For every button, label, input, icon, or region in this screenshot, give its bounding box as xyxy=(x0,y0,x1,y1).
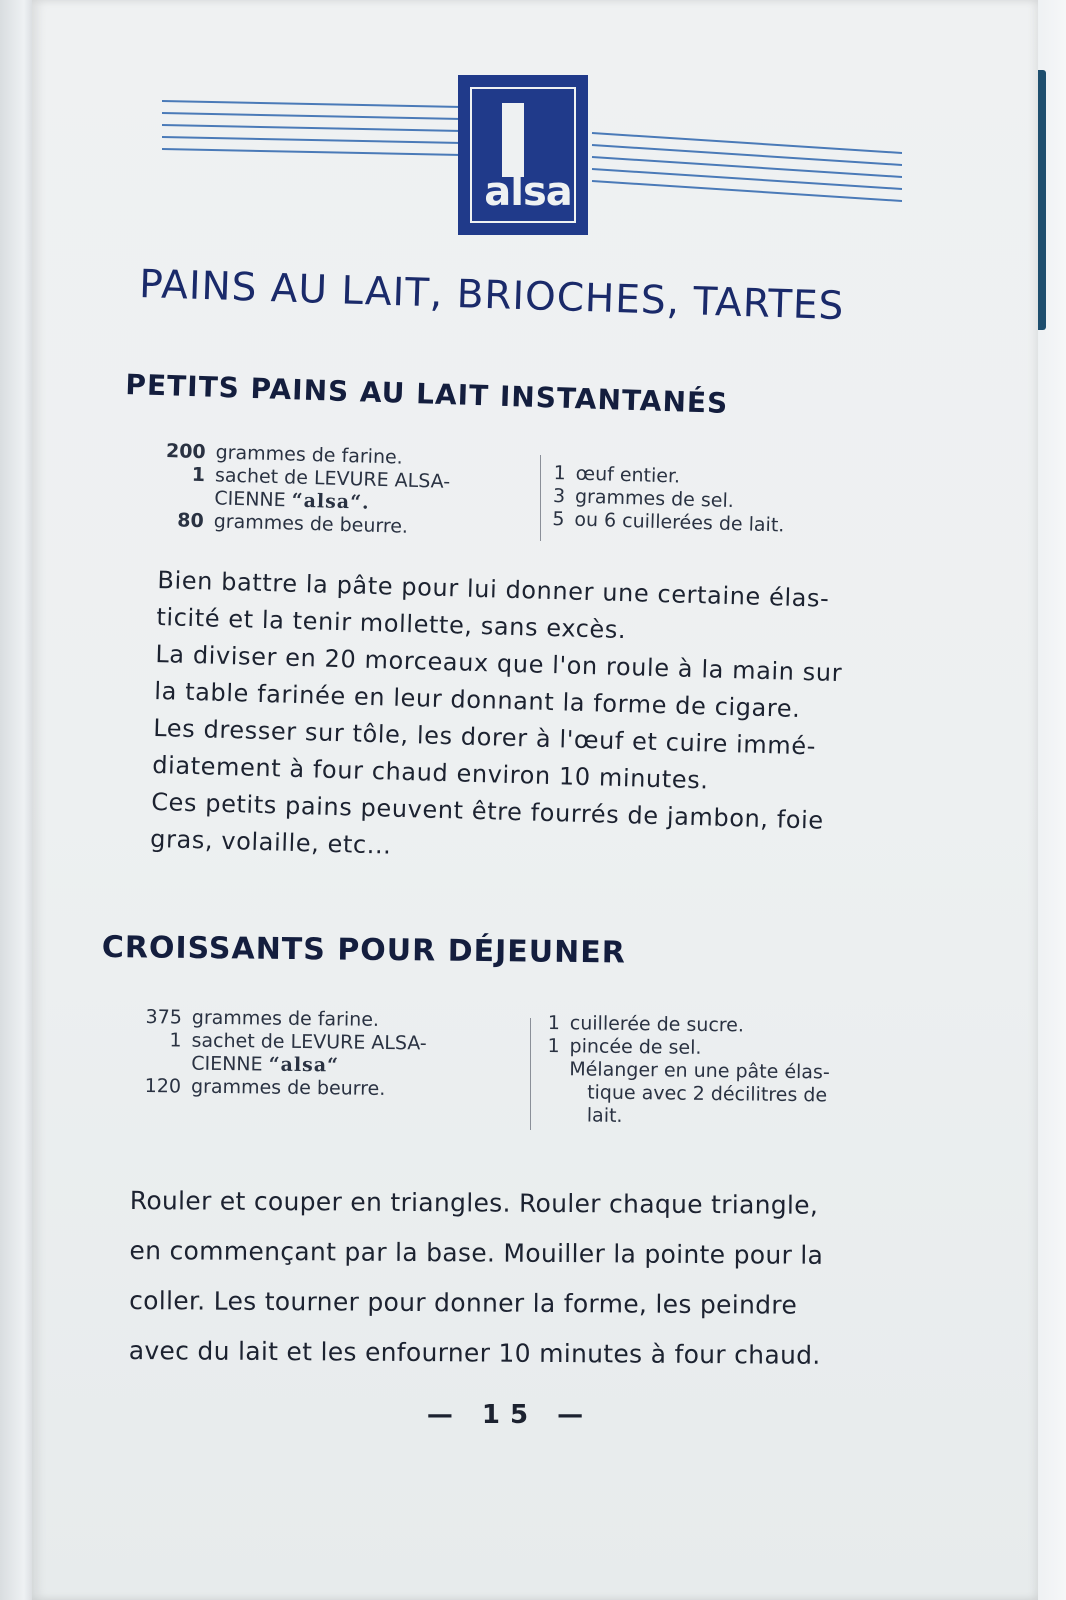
alsa-stamp-logo xyxy=(458,75,588,235)
section-heading-croissants: CROISSANTS POUR DÉJEUNER xyxy=(101,930,626,971)
ingredient-row: 1 sachet de LEVURE ALSA- xyxy=(191,463,451,493)
ingredients-right-1 xyxy=(552,462,786,537)
page-title: PAINS AU LAIT, BRIOCHES, TARTES xyxy=(138,262,845,330)
book-page xyxy=(32,0,1038,1600)
ingredients-divider xyxy=(530,1018,531,1130)
ingredient-row: 1 œuf entier. xyxy=(553,462,681,488)
ingredient-row: 120 grammes de beurre. xyxy=(144,1075,386,1100)
text-line: La diviser en 20 morceaux que l'on roule à la main sur xyxy=(155,639,843,688)
ingredient-row: 1 sachet de LEVURE ALSA- xyxy=(169,1029,427,1055)
text-line: Bien battre la pâte pour lui donner une certaine élas- xyxy=(157,565,830,613)
ingredient-row: 5 ou 6 cuillerées de lait. xyxy=(552,507,785,537)
text-line: Rouler et couper en triangles. Rouler chaque triangle, xyxy=(129,1185,819,1220)
section-heading-petits-pains: PETITS PAINS AU LAIT INSTANTANÉS xyxy=(124,368,729,420)
instructions-petits-pains xyxy=(150,562,845,877)
ingredients-divider xyxy=(540,455,541,541)
ingredient-row: 375 grammes de farine. xyxy=(145,1006,380,1031)
text-line: en commençant par la base. Mouiller la pointe pour la xyxy=(129,1235,824,1270)
ingredients-right-2 xyxy=(547,1012,831,1130)
ingredient-row: CIENNE “alsa“. xyxy=(214,487,371,514)
ingredient-row: 80 grammes de beurre. xyxy=(177,509,409,538)
ingredient-row: tique avec 2 décilitres de xyxy=(568,1081,828,1107)
ingredient-row: 3 grammes de sel. xyxy=(552,484,735,513)
logo-word: alsa xyxy=(484,169,572,215)
ingredients-left-1 xyxy=(163,440,451,540)
text-line: ticité et la tenir mollette, sans excès. xyxy=(156,602,627,645)
brand-word: “alsa“ xyxy=(268,1053,340,1077)
text-line: Les dresser sur tôle, les dorer à l'œuf et cuire immé- xyxy=(152,713,817,761)
logo-bar-shape xyxy=(502,103,524,177)
text-line: Ces petits pains peuvent être fourrés de jambon, foie xyxy=(150,787,825,835)
text-line: diatement à four chaud environ 10 minutes. xyxy=(151,750,709,795)
instructions-croissants xyxy=(129,1176,824,1381)
brand-word: “alsa“. xyxy=(291,489,371,514)
ingredient-row: lait. xyxy=(568,1104,623,1127)
ingredient-row: Mélanger en une pâte élas- xyxy=(569,1058,830,1084)
page-number: — 15 — xyxy=(426,1400,594,1430)
ingredient-row: 1 pincée de sel. xyxy=(547,1034,702,1059)
text-line: avec du lait et les enfourner 10 minutes à four chaud. xyxy=(128,1335,821,1370)
ingredient-row: 200 grammes de farine. xyxy=(165,440,404,469)
text-line: la table farinée en leur donnant la forme de cigare. xyxy=(154,676,801,723)
ingredient-row: 1 cuillerée de sucre. xyxy=(547,1012,745,1037)
ingredients-left-2 xyxy=(141,1006,427,1101)
ingredient-row: CIENNE “alsa“ xyxy=(191,1052,340,1077)
text-line: coller. Les tourner pour donner la forme, les peindre xyxy=(129,1285,798,1320)
text-line: gras, volaille, etc... xyxy=(149,824,392,860)
